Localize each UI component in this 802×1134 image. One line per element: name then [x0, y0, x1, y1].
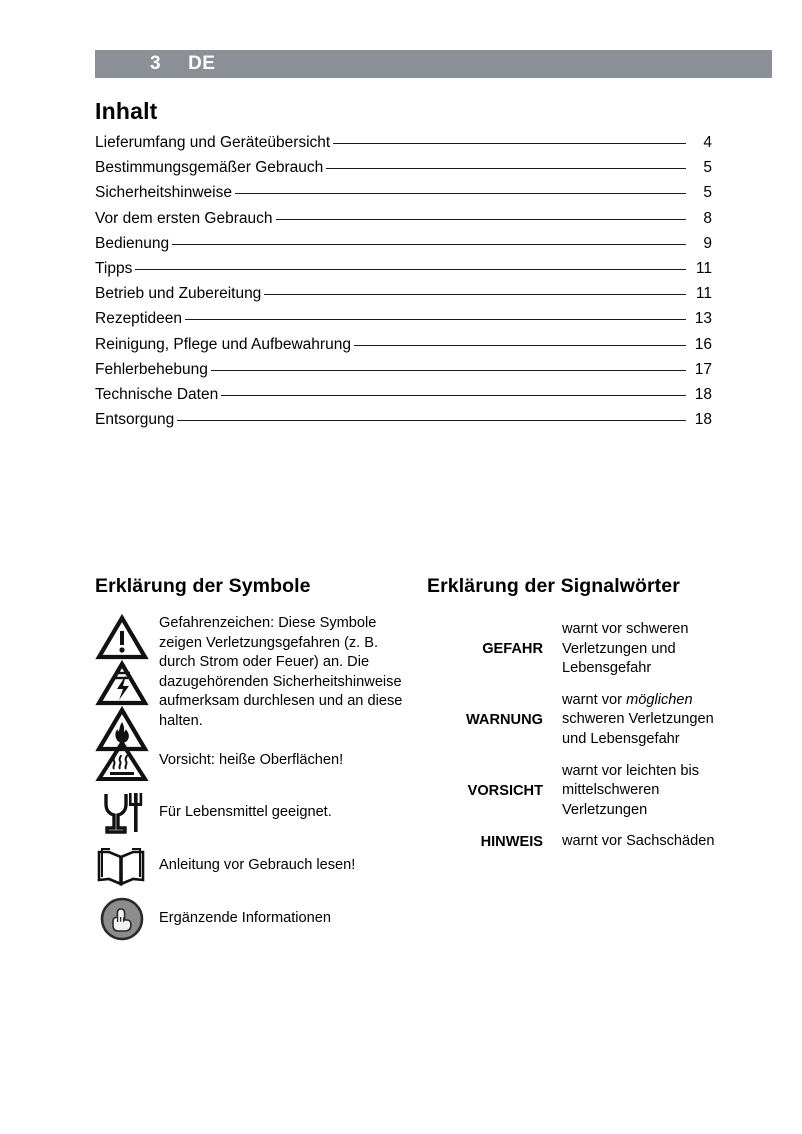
symbol-row-additional-info	[95, 896, 415, 942]
symbol-row-read-manual	[95, 844, 415, 888]
toc-leader-line	[172, 244, 686, 245]
toc-leader-line	[333, 143, 686, 144]
toc-entry[interactable]	[95, 336, 712, 361]
toc-leader-line	[221, 395, 686, 396]
additional-info-icon	[99, 896, 145, 942]
toc-leader-line	[276, 219, 687, 220]
symbol-label: Anleitung vor Gebrauch lesen!	[159, 857, 356, 874]
read-manual-icon	[95, 844, 149, 888]
toc-entry-page: 18	[694, 411, 712, 429]
toc-entry[interactable]	[95, 184, 712, 209]
warning-exclamation-icon	[95, 614, 149, 660]
toc-entry[interactable]	[95, 285, 712, 310]
toc-leader-line	[177, 420, 686, 421]
toc-entry-label: Fehlerbehebung	[95, 360, 208, 378]
hazard-symbol-group	[95, 614, 415, 732]
symbols-column	[95, 575, 415, 942]
signal-desc-emphasis: möglichen	[626, 691, 693, 708]
table-row	[427, 756, 727, 827]
toc-entry[interactable]	[95, 260, 712, 285]
warning-electricity-icon	[95, 660, 149, 706]
page-header-bar	[95, 50, 772, 78]
toc-entry-label: Vor dem ersten Gebrauch	[95, 209, 273, 227]
signal-words-table	[427, 614, 727, 858]
header-language-code: DE	[188, 53, 216, 74]
toc-leader-line	[354, 345, 686, 346]
toc-entry-label: Technische Daten	[95, 385, 219, 403]
toc-leader-line	[185, 319, 686, 320]
food-safe-icon	[98, 790, 146, 836]
toc-entry-page: 8	[703, 209, 712, 227]
toc-leader-line	[135, 269, 686, 270]
toc-entry-page: 13	[694, 310, 712, 328]
signal-word: HINWEIS	[480, 834, 543, 851]
toc-leader-line	[211, 370, 686, 371]
toc-entry-page: 17	[694, 360, 712, 378]
hazard-icon-stack	[95, 614, 149, 752]
toc-entry[interactable]	[95, 235, 712, 260]
toc-entry-page: 5	[703, 184, 712, 202]
toc-entry[interactable]	[95, 411, 712, 436]
toc-entry-label: Tipps	[95, 259, 133, 277]
symbol-label: Für Lebensmittel geeignet.	[159, 804, 332, 821]
toc-entry-label: Lieferumfang und Geräteübersicht	[95, 134, 331, 151]
toc-entry-label: Betrieb und Zubereitung	[95, 285, 262, 303]
toc-entry-label: Bestimmungsgemäßer Gebrauch	[95, 159, 324, 177]
page-title: Inhalt	[95, 98, 158, 124]
signal-description	[562, 756, 727, 827]
table-row	[427, 685, 727, 756]
signal-desc-pre: warnt vor leichten bis mittelschweren Verletzungen	[562, 762, 700, 818]
toc-entry-page: 16	[694, 335, 712, 353]
symbol-row-food-safe	[95, 790, 415, 836]
toc-entry-page: 18	[694, 385, 712, 403]
signal-desc-pre: warnt vor Sachschäden	[562, 833, 715, 850]
signal-description	[562, 826, 727, 858]
signal-word: GEFAHR	[482, 641, 543, 658]
signal-words-heading: Erklärung der Signalwörter	[427, 575, 680, 597]
signal-desc-pre: warnt vor schweren Verletzungen und Lebensgefahr	[562, 621, 689, 677]
signal-description	[562, 685, 727, 756]
toc-entry[interactable]	[95, 386, 712, 411]
signal-description	[562, 614, 727, 685]
symbol-label: Vorsicht: heiße Oberflächen!	[159, 752, 344, 769]
toc-entry-page: 9	[703, 234, 712, 252]
warning-fire-icon	[95, 706, 149, 752]
signal-word: VORSICHT	[467, 782, 543, 799]
signal-desc-pre: warnt vor	[562, 691, 627, 708]
table-row	[427, 826, 727, 858]
toc-entry-label: Reinigung, Pflege und Aufbewahrung	[95, 335, 351, 353]
toc-entry[interactable]	[95, 134, 712, 159]
toc-leader-line	[264, 294, 686, 295]
hazard-description: Gefahrenzeichen: Diese Symbole zeigen Verletzungsgefahren (z. B. durch Strom oder Feuer) an. Die dazugehörenden Sicherheitshinweise aufmerksam durchlesen und an diese halten.	[159, 615, 403, 729]
toc-entry-page: 4	[703, 134, 712, 151]
toc-entry-page: 11	[695, 259, 712, 277]
toc-entry[interactable]	[95, 310, 712, 335]
toc-entry[interactable]	[95, 361, 712, 386]
toc-entry-page: 11	[695, 285, 712, 303]
toc-entry-label: Entsorgung	[95, 411, 175, 429]
toc-entry[interactable]	[95, 159, 712, 184]
signal-word: WARNUNG	[465, 712, 543, 729]
toc-entry-label: Rezeptideen	[95, 310, 183, 328]
signal-desc-post: schweren Verletzungen und Lebensgefahr	[562, 711, 714, 747]
table-of-contents	[95, 134, 712, 436]
toc-entry-label: Bedienung	[95, 234, 170, 252]
signal-words-column	[427, 575, 727, 858]
toc-entry-label: Sicherheitshinweise	[95, 184, 232, 202]
header-page-number: 3	[150, 53, 162, 74]
table-row	[427, 614, 727, 685]
toc-leader-line	[235, 193, 686, 194]
toc-leader-line	[326, 168, 686, 169]
symbols-heading: Erklärung der Symbole	[95, 575, 311, 597]
symbol-label: Ergänzende Informationen	[159, 910, 331, 927]
toc-entry-page: 5	[703, 159, 712, 177]
toc-entry[interactable]	[95, 210, 712, 235]
